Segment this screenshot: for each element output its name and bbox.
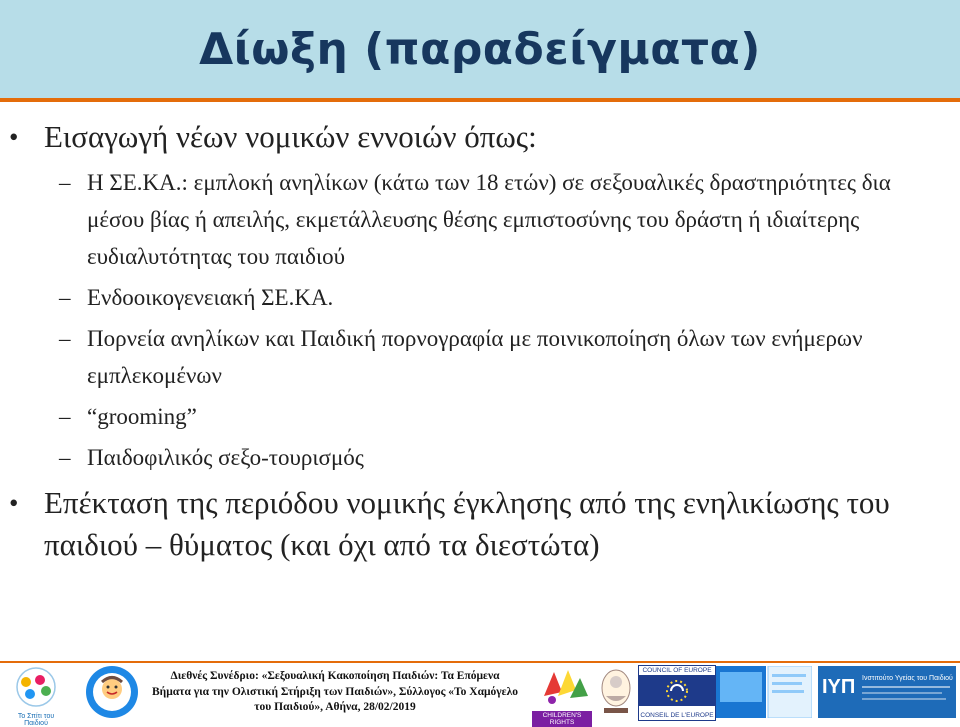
title-bar (0, 0, 960, 98)
ich-title: Ινστιτούτο Υγείας του Παιδιού (862, 675, 953, 682)
sub-bullet-item (0, 439, 960, 476)
bullet-item (0, 116, 960, 158)
footer (0, 664, 960, 727)
sub-bullet-item (0, 164, 960, 275)
council-of-europe-logo (638, 665, 716, 721)
emblem-logo (598, 666, 634, 716)
ich-line (862, 686, 950, 688)
smile-of-child-logo (80, 665, 144, 719)
sub-bullet-item (0, 320, 960, 394)
house-of-child-icon (6, 666, 66, 708)
sub-bullet-text: Παιδοφιλικός σεξο-τουρισμός (87, 445, 364, 470)
sub-bullet-text: Ενδοοικογενειακή ΣΕ.ΚΑ. (87, 285, 334, 310)
bullet-item (0, 482, 960, 566)
booklet-cover-logo (716, 666, 812, 718)
dash-glyph: – (59, 285, 71, 310)
title-divider (0, 98, 960, 102)
sub-bullet-text: Πορνεία ανηλίκων και Παιδική πορνογραφία με ποινικοποίηση όλων των ενήμερων εμπλεκομένων (87, 326, 863, 388)
dash-glyph: – (59, 170, 71, 195)
sub-bullet-item (0, 279, 960, 316)
childrens-rights-logo (532, 666, 592, 726)
sub-bullet-text: Η ΣΕ.ΚΑ.: εμπλοκή ανηλίκων (κάτω των 18 ετών) σε σεξουαλικές δραστηριότητες δια μέσου βίας ή απειλής, εκμετάλλευσης θέσης εμπιστοσύνης του δράστη ή ιδιαίτερης ευδιαλυτότητας του παιδιού (87, 170, 891, 269)
childrens-rights-caption: CHILDREN'S RIGHTS (532, 711, 592, 727)
dash-glyph: – (59, 404, 71, 429)
slide-title: Δίωξη (παραδείγματα) (199, 23, 761, 75)
bullet-text: Εισαγωγή νέων νομικών εννοιών όπως: (44, 119, 537, 154)
ich-abbr: ΙΥΠ (822, 676, 856, 698)
coe-title-bottom: CONSEIL DE L'EUROPE (640, 712, 714, 719)
house-of-child-caption: Το Σπίτι του Παιδιού (17, 713, 55, 727)
childrens-rights-icon (532, 666, 592, 706)
sub-bullet-item (0, 398, 960, 435)
emblem-icon (598, 666, 634, 716)
house-of-child-logo (6, 666, 66, 727)
sub-bullet-text: “grooming” (87, 404, 197, 429)
bullet-glyph: • (9, 122, 19, 152)
footer-divider (0, 661, 960, 663)
booklet-cover-icon (716, 666, 812, 718)
bullet-text: Επέκταση της περιόδου νομικής έγκλησης από της ενηλικίωσης του παιδιού – θύματος (και όχι από τα διεστώτα) (44, 485, 890, 562)
institute-child-health-logo (818, 666, 956, 718)
coe-title-top: COUNCIL OF EUROPE (639, 666, 715, 676)
dash-glyph: – (59, 445, 71, 470)
ich-line (862, 692, 942, 694)
smile-of-child-icon (80, 665, 144, 719)
dash-glyph: – (59, 326, 71, 351)
bullet-glyph: • (9, 488, 19, 518)
coe-stars-icon (639, 676, 715, 706)
ich-line (862, 698, 946, 700)
slide-content (0, 116, 960, 572)
conference-citation: Διεθνές Συνέδριο: «Σεξουαλική Κακοποίηση Παιδιών: Τα Επόμενα Βήματα για την Ολιστική Στήριξη των Παιδιών», Σύλλογος «Το Χαμόγελο του Παιδιού», Αθήνα, 28/02/2019 (152, 670, 518, 713)
